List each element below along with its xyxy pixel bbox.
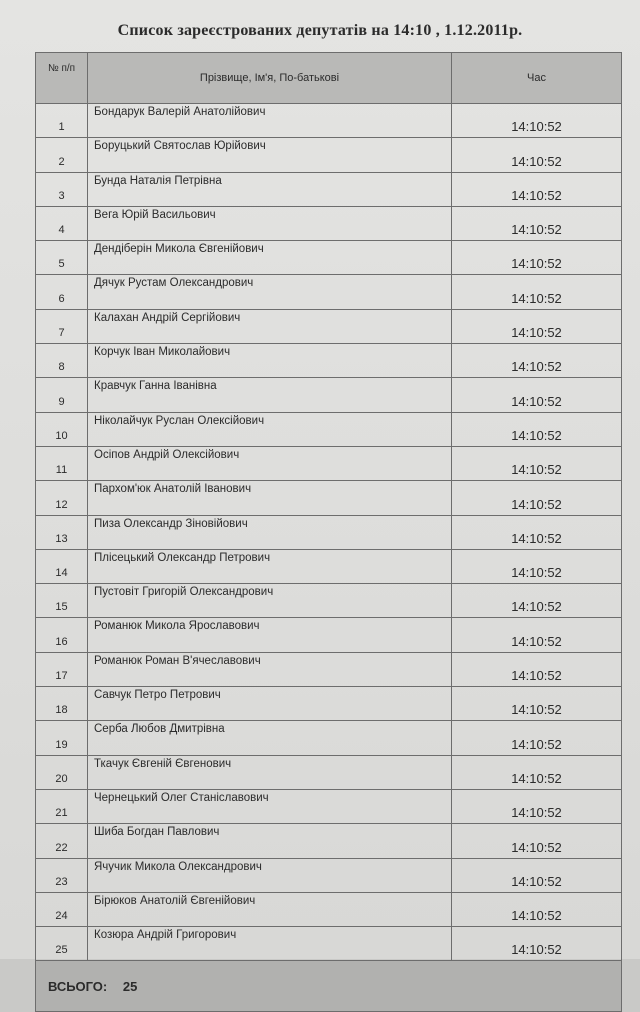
table-row xyxy=(36,755,622,789)
table-row xyxy=(36,789,622,823)
table-body xyxy=(36,104,622,961)
total-cell xyxy=(36,961,622,1012)
registration-time: 14:10:52 xyxy=(452,138,622,172)
table-row xyxy=(36,206,622,240)
row-number: 6 xyxy=(36,275,88,309)
registration-time: 14:10:52 xyxy=(452,824,622,858)
registration-time: 14:10:52 xyxy=(452,892,622,926)
row-number: 5 xyxy=(36,241,88,275)
registration-time: 14:10:52 xyxy=(452,206,622,240)
row-number: 4 xyxy=(36,206,88,240)
table-row xyxy=(36,104,622,138)
deputy-name: Чернецький Олег Станіславович xyxy=(88,789,452,823)
row-number: 19 xyxy=(36,721,88,755)
registration-time: 14:10:52 xyxy=(452,241,622,275)
header-time: Час xyxy=(452,53,622,104)
registration-time: 14:10:52 xyxy=(452,412,622,446)
table-row xyxy=(36,309,622,343)
registration-time: 14:10:52 xyxy=(452,481,622,515)
deputy-name: Дячук Рустам Олександрович xyxy=(88,275,452,309)
deputy-name: Ніколайчук Руслан Олексійович xyxy=(88,412,452,446)
deputy-name: Ячучик Микола Олександрович xyxy=(88,858,452,892)
registration-time: 14:10:52 xyxy=(452,687,622,721)
table-row xyxy=(36,515,622,549)
table-row xyxy=(36,481,622,515)
table-row xyxy=(36,549,622,583)
row-number: 11 xyxy=(36,446,88,480)
row-number: 24 xyxy=(36,892,88,926)
table-row xyxy=(36,275,622,309)
row-number: 18 xyxy=(36,687,88,721)
deputy-name: Кравчук Ганна Іванівна xyxy=(88,378,452,412)
table-row xyxy=(36,824,622,858)
table-row xyxy=(36,721,622,755)
deputy-name: Калахан Андрій Сергійович xyxy=(88,309,452,343)
registration-time: 14:10:52 xyxy=(452,927,622,961)
row-number: 2 xyxy=(36,138,88,172)
document-title: Список зареєстрованих депутатів на 14:10 , 1.12.2011р. xyxy=(117,22,523,39)
table-header-row xyxy=(36,53,622,104)
row-number: 14 xyxy=(36,549,88,583)
deputy-name: Бондарук Валерій Анатолійович xyxy=(88,104,452,138)
row-number: 13 xyxy=(36,515,88,549)
registration-time: 14:10:52 xyxy=(452,309,622,343)
row-number: 22 xyxy=(36,824,88,858)
table-row xyxy=(36,412,622,446)
header-num: № п/п xyxy=(36,53,88,104)
table-row xyxy=(36,241,622,275)
row-number: 10 xyxy=(36,412,88,446)
registration-time: 14:10:52 xyxy=(452,858,622,892)
row-number: 15 xyxy=(36,584,88,618)
table-row xyxy=(36,138,622,172)
table-row xyxy=(36,378,622,412)
deputy-name: Вега Юрій Васильович xyxy=(88,206,452,240)
row-number: 25 xyxy=(36,927,88,961)
row-number: 8 xyxy=(36,344,88,378)
registration-time: 14:10:52 xyxy=(452,789,622,823)
deputy-name: Ткачук Євгеній Євгенович xyxy=(88,755,452,789)
row-number: 12 xyxy=(36,481,88,515)
deputy-name: Савчук Петро Петрович xyxy=(88,687,452,721)
registration-time: 14:10:52 xyxy=(452,721,622,755)
registration-time: 14:10:52 xyxy=(452,378,622,412)
total-count: 25 xyxy=(122,978,138,994)
table-row xyxy=(36,652,622,686)
total-label: ВСЬОГО: xyxy=(48,978,108,994)
registration-time: 14:10:52 xyxy=(452,515,622,549)
registration-time: 14:10:52 xyxy=(452,275,622,309)
deputy-name: Бунда Наталія Петрівна xyxy=(88,172,452,206)
row-number: 1 xyxy=(36,104,88,138)
deputies-table xyxy=(35,52,622,1012)
deputy-name: Бірюков Анатолій Євгенійович xyxy=(88,892,452,926)
table-row xyxy=(36,892,622,926)
deputy-name: Корчук Іван Миколайович xyxy=(88,344,452,378)
row-number: 9 xyxy=(36,378,88,412)
registration-time: 14:10:52 xyxy=(452,755,622,789)
row-number: 17 xyxy=(36,652,88,686)
header-name: Прізвище, Ім'я, По-батькові xyxy=(88,53,452,104)
deputy-name: Боруцький Святослав Юрійович xyxy=(88,138,452,172)
row-number: 16 xyxy=(36,618,88,652)
deputy-name: Романюк Микола Ярославович xyxy=(88,618,452,652)
row-number: 7 xyxy=(36,309,88,343)
deputy-name: Козюра Андрій Григорович xyxy=(88,927,452,961)
deputy-name: Серба Любов Дмитрівна xyxy=(88,721,452,755)
registration-time: 14:10:52 xyxy=(452,652,622,686)
total-row xyxy=(36,961,622,1012)
table-row xyxy=(36,618,622,652)
deputy-name: Пархом'юк Анатолій Іванович xyxy=(88,481,452,515)
registration-time: 14:10:52 xyxy=(452,172,622,206)
registration-time: 14:10:52 xyxy=(452,549,622,583)
table-row xyxy=(36,858,622,892)
table-row xyxy=(36,172,622,206)
deputy-name: Пиза Олександр Зіновійович xyxy=(88,515,452,549)
registration-time: 14:10:52 xyxy=(452,618,622,652)
table-row xyxy=(36,927,622,961)
deputy-name: Плісецький Олександр Петрович xyxy=(88,549,452,583)
row-number: 3 xyxy=(36,172,88,206)
row-number: 21 xyxy=(36,789,88,823)
deputy-name: Романюк Роман В'ячеславович xyxy=(88,652,452,686)
table-row xyxy=(36,687,622,721)
deputy-name: Шиба Богдан Павлович xyxy=(88,824,452,858)
row-number: 23 xyxy=(36,858,88,892)
registration-time: 14:10:52 xyxy=(452,584,622,618)
table-row xyxy=(36,344,622,378)
table-row xyxy=(36,446,622,480)
deputy-name: Пустовіт Григорій Олександрович xyxy=(88,584,452,618)
row-number: 20 xyxy=(36,755,88,789)
registration-time: 14:10:52 xyxy=(452,446,622,480)
registration-time: 14:10:52 xyxy=(452,104,622,138)
table-row xyxy=(36,584,622,618)
registration-time: 14:10:52 xyxy=(452,344,622,378)
deputy-name: Осіпов Андрій Олексійович xyxy=(88,446,452,480)
deputy-name: Дендіберін Микола Євгенійович xyxy=(88,241,452,275)
